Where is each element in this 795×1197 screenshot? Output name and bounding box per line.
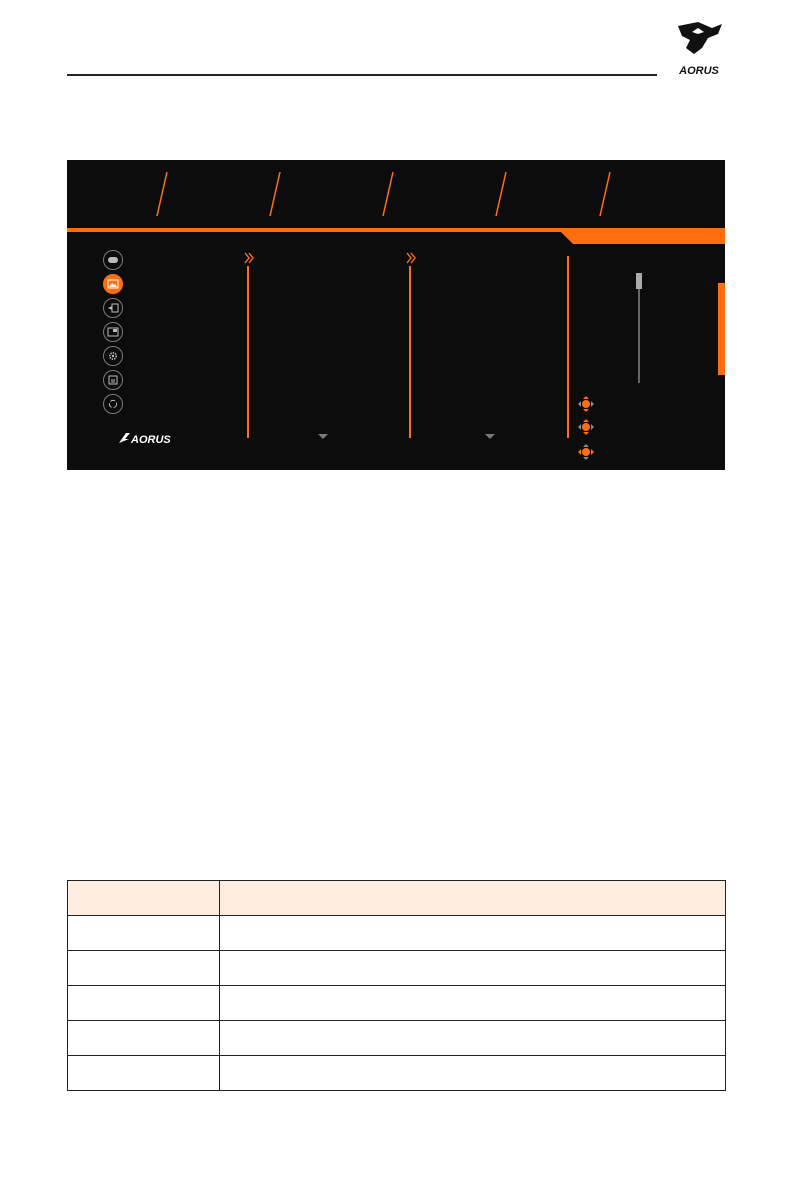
tab-separator [381,170,395,218]
osd-aorus-logo [117,430,187,446]
pip-icon[interactable] [103,322,123,342]
table-header-cell [68,881,220,916]
column-divider [409,266,411,438]
table-row [68,1056,726,1091]
table-cell [68,951,220,986]
column-marker-icon [405,252,417,264]
tab-separator [155,170,169,218]
table-cell [68,1021,220,1056]
value-slider-track[interactable] [638,273,640,383]
table-cell [220,1056,726,1091]
table-row [68,986,726,1021]
table-row [68,951,726,986]
table-cell [220,916,726,951]
joystick-horizontal-icon [577,443,595,461]
aorus-logo [668,18,730,78]
column-marker-icon [243,252,255,264]
table-cell [220,986,726,1021]
save-icon[interactable] [103,370,123,390]
table-header-cell [220,881,726,916]
svg-text:AORUS: AORUS [679,65,719,77]
table-cell [68,1056,220,1091]
table-row [68,1021,726,1056]
dropdown-arrow-icon [318,434,328,439]
spec-table [67,880,726,1091]
table-row [68,916,726,951]
table-cell [220,951,726,986]
column-divider [567,256,569,438]
input-icon[interactable] [103,298,123,318]
side-tab [718,283,725,375]
tab-separator [598,170,612,218]
gear-icon[interactable] [103,346,123,366]
table-cell [68,916,220,951]
gamepad-icon[interactable] [103,250,123,270]
picture-icon[interactable] [103,274,123,294]
table-cell [220,1021,726,1056]
dropdown-arrow-icon [485,434,495,439]
table-header-row [68,881,726,916]
tab-separator [494,170,508,218]
reset-icon[interactable] [103,394,123,414]
joystick-vertical-icon [577,395,595,413]
column-divider [247,266,249,438]
osd-menu-screenshot [67,160,725,470]
header-rule [67,74,657,76]
joystick-vertical-icon [577,418,595,436]
table-cell [68,986,220,1021]
value-slider-handle[interactable] [636,273,642,289]
osd-tab-accent [561,232,725,244]
tab-separator [268,170,282,218]
svg-text:AORUS: AORUS [131,434,171,446]
osd-top-bar [67,160,725,228]
